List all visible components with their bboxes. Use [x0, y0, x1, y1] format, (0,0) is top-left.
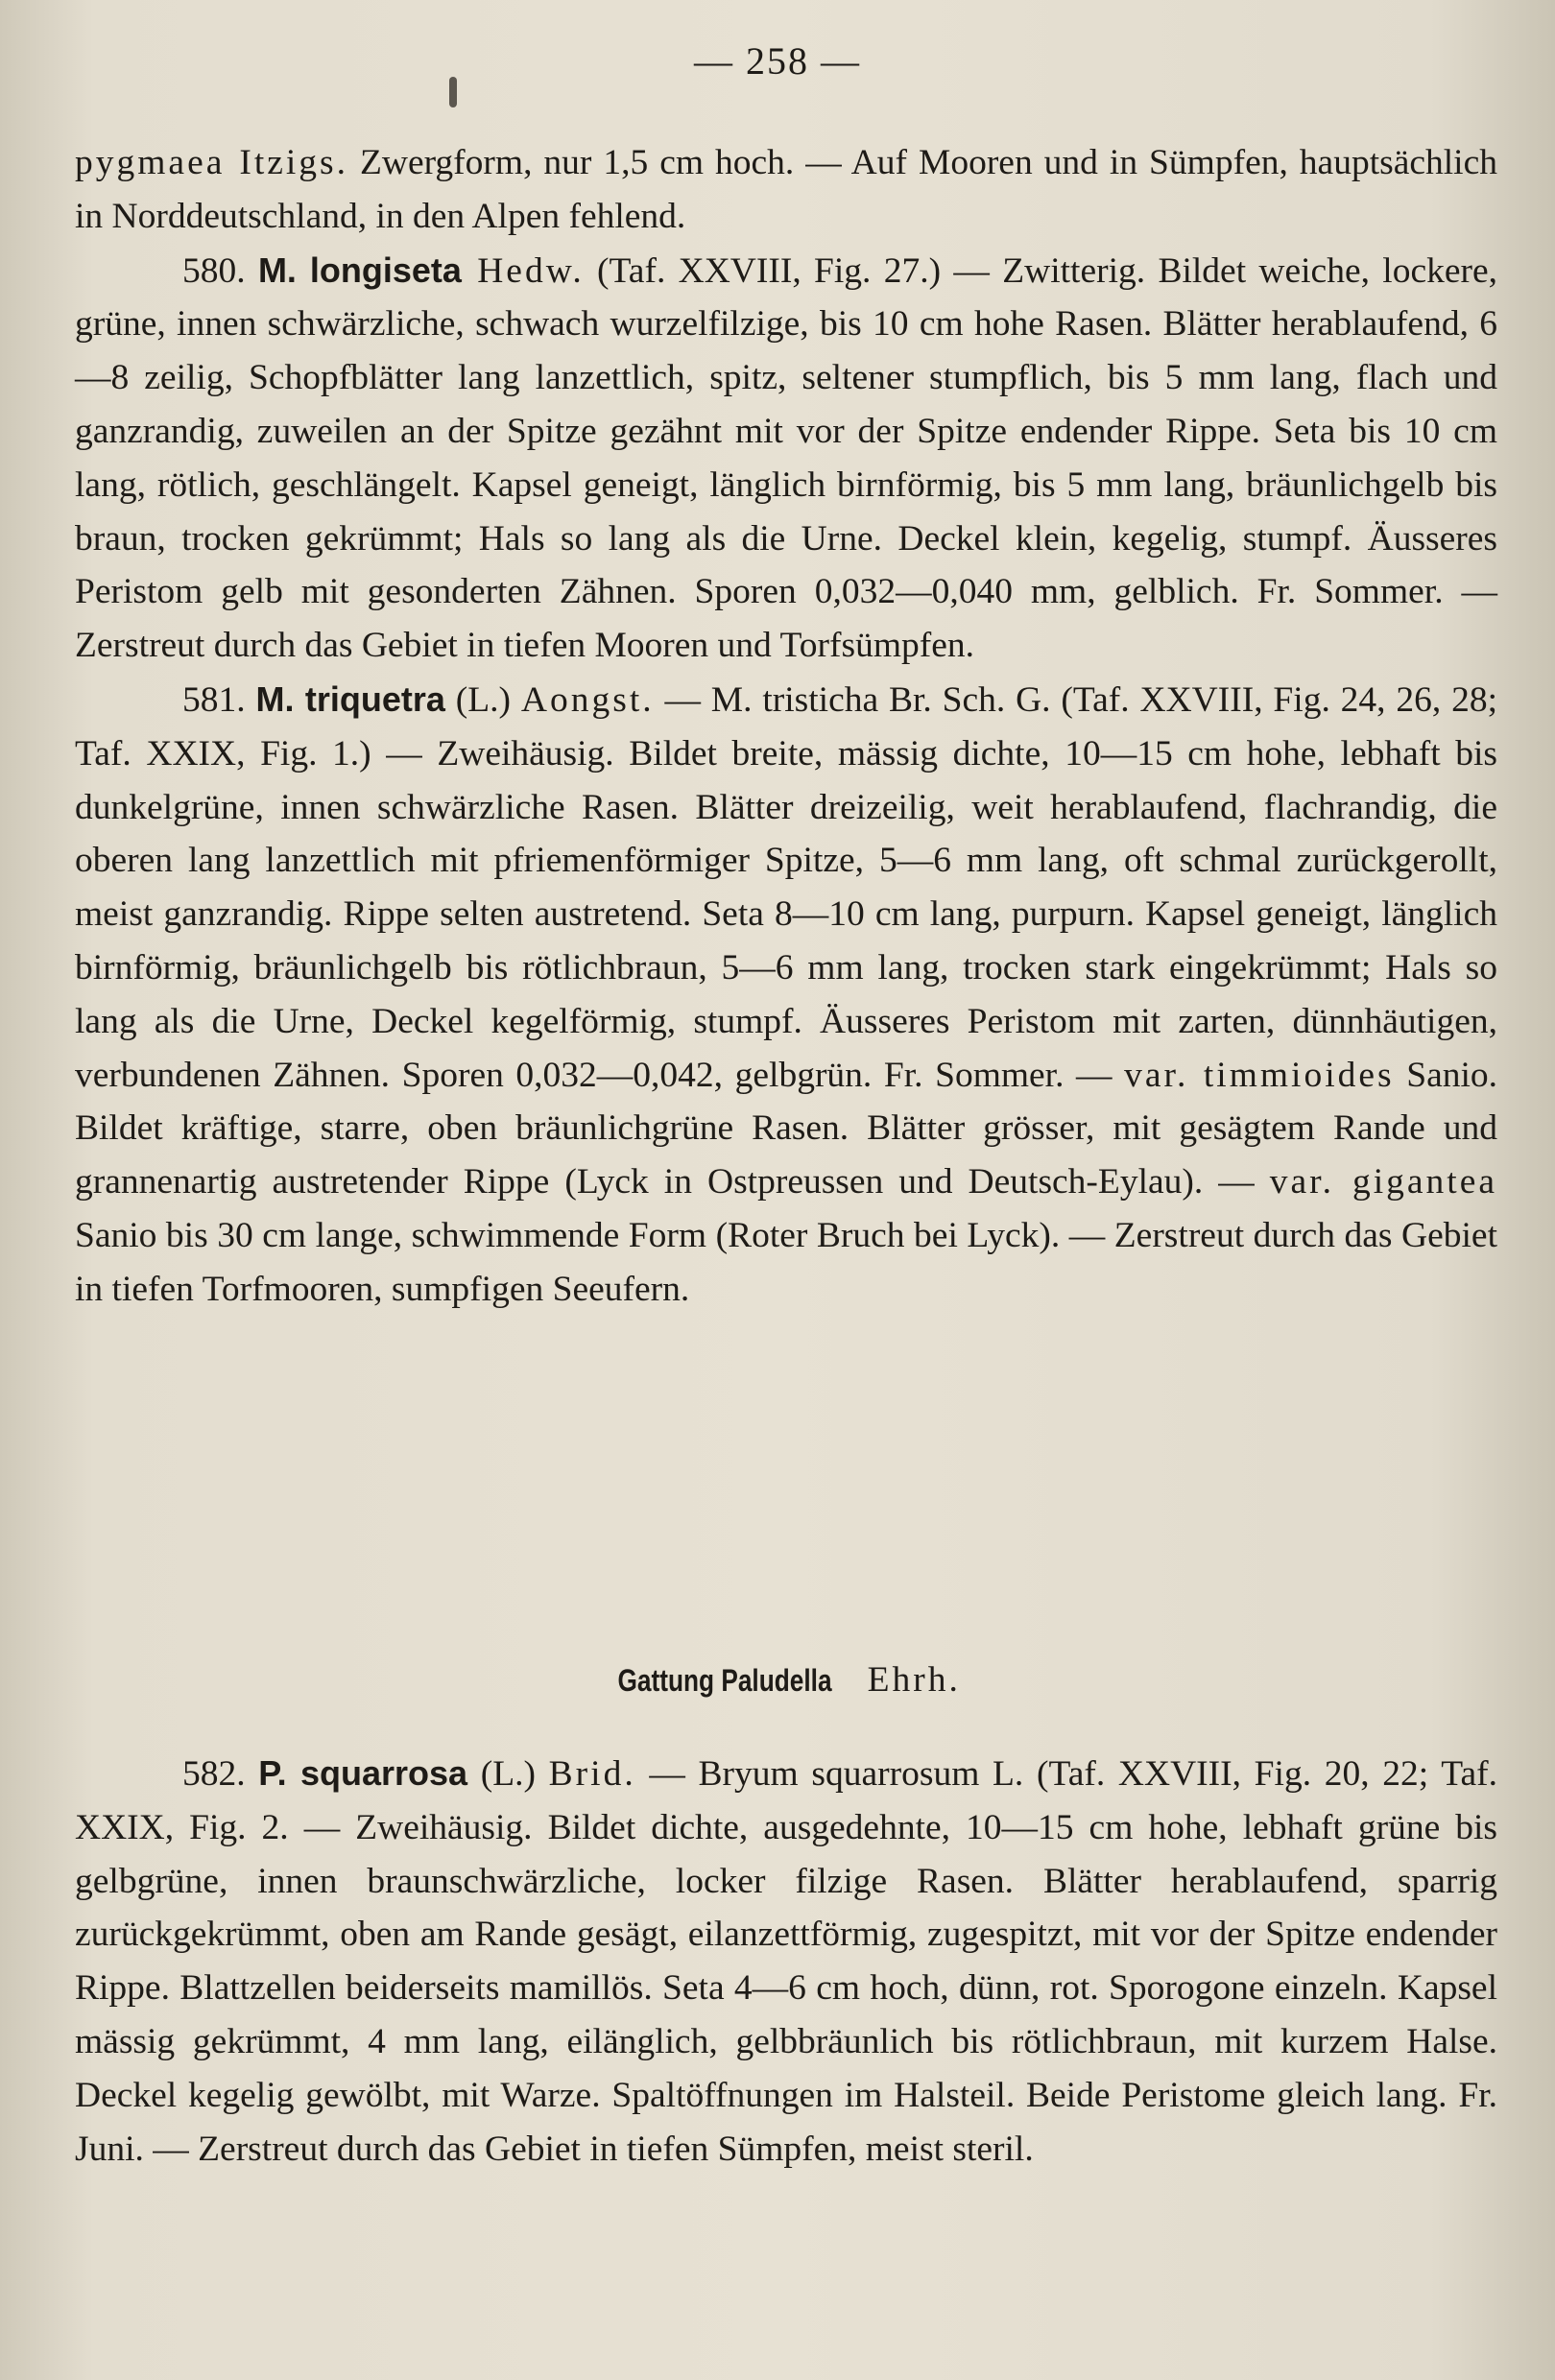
entry-582 — [75, 1747, 1497, 2176]
variety-name: var. gigantea — [1269, 1162, 1497, 1202]
page-number: — 258 — — [694, 39, 861, 83]
genus-heading — [0, 1659, 1555, 1701]
variety-name: pygmaea Itzigs. — [75, 143, 349, 182]
ink-speck — [449, 77, 457, 107]
entry-text: (Taf. XXVIII, Fig. 27.) — Zwitterig. Bildet weiche, lockere, grüne, innen schwärzliche, schwach wurzelfilzige, bis 10 cm hohe Rasen. Blätter herablaufend, 6—8 zeilig, Schopfblätter lang lanzettlich, spitz, seltener stumpflich, bis 5 mm lang, flach und ganzrandig, zuweilen an der Spitze gezähnt mit vor der Spitze endender Rippe. Seta bis 10 cm lang, rötlich, geschlängelt. Kapsel geneigt, länglich birnförmig, bis 5 mm lang, bräunlichgelb bis braun, trocken gekrümmt; Hals so lang als die Urne. Deckel klein, kegelig, stumpf. Äusseres Peristom gelb mit gesonderten Zähnen. Sporen 0,032—0,040 mm, gelblich. Fr. Sommer. — Zerstreut durch das Gebiet in tiefen Mooren und Torfsümpfen. — [75, 250, 1498, 666]
entry-text: Sanio. Bildet kräftige, starre, oben bräunlichgrüne Rasen. Blätter grösser, mit gesägtem Rande und grannenartig austretender Rippe (Lyck in Ostpreussen und Deutsch-Eylau). — — [75, 1055, 1498, 1202]
species-author-primary: (L.) — [467, 1754, 549, 1794]
text-block-lower — [75, 1747, 1497, 2176]
entry-number: 581. — [182, 679, 256, 720]
entry-text: — M. tristicha Br. Sch. G. (Taf. XXVIII, Fig. 24, 26, 28; Taf. XXIX, Fig. 1.) — Zweihäusig. Bildet breite, mässig dichte, 10—15 cm hohe, lebhaft bis dunkelgrüne, innen schwärzliche Rasen. Blätter dreizeilig, weit herablaufend, flachrandig, die oberen lang lanzettlich mit pfriemenförmiger Spitze, 5—6 mm lang, oft schmal zurückgerollt, meist ganzrandig. Rippe selten austretend. Seta 8—10 cm lang, purpurn. Kapsel geneigt, länglich birnförmig, bräunlichgelb bis rötlichbraun, 5—6 mm lang, trocken stark eingekrümmt; Hals so lang als die Urne, Deckel kegelförmig, stumpf. Äusseres Peristom mit zarten, dünnhäutigen, verbundenen Zähnen. Sporen 0,032—0,042, gelbgrün. Fr. Sommer. — — [75, 679, 1497, 1095]
entry-580 — [75, 244, 1497, 673]
species-name: M. triquetra — [255, 678, 445, 719]
paragraph-text: Zwergform, nur 1,5 cm hoch. — Auf Mooren und in Sümpfen, hauptsächlich in Norddeutschland, in den Alpen fehlend. — [75, 143, 1497, 236]
entry-581 — [75, 673, 1497, 1317]
variety-name: var. timmioides — [1124, 1055, 1395, 1095]
species-author-secondary: Aongst. — [520, 679, 655, 720]
genus-heading-author: Ehrh. — [855, 1660, 961, 1700]
species-name: P. squarrosa — [258, 1753, 468, 1793]
text-block-upper — [75, 136, 1497, 1317]
species-author-secondary: Brid. — [548, 1754, 636, 1794]
entry-number: 582. — [182, 1754, 259, 1794]
species-author-primary: (L.) — [444, 679, 521, 720]
species-author: Hedw. — [461, 250, 585, 291]
entry-text: — Bryum squarrosum L. (Taf. XXVIII, Fig. 20, 22; Taf. XXIX, Fig. 2. — Zweihäusig. Bildet dichte, ausgedehnte, 10—15 cm hohe, lebhaft grüne bis gelbgrüne, innen braunschwärzliche, locker filzige Rasen. Blätter herablaufend, sparrig zurückgekrümmt, oben am Rande gesägt, eilanzettförmig, zugespitzt, mit vor der Spitze endender Rippe. Blattzellen beiderseits mamillös. Seta 4—6 cm hoch, dünn, rot. Sporogone einzeln. Kapsel mässig gekrümmt, 4 mm lang, eilänglich, gelbbräunlich bis rötlichbraun, mit kurzem Halse. Deckel kegelig gewölbt, mit Warze. Spaltöffnungen im Halsteil. Beide Peristome gleich lang. Fr. Juni. — Zerstreut durch das Gebiet in tiefen Sümpfen, meist steril. — [75, 1754, 1498, 2169]
paragraph-pygmaea — [75, 136, 1497, 244]
entry-text: Sanio bis 30 cm lange, schwimmende Form (Roter Bruch bei Lyck). — Zerstreut durch das Gebiet in tiefen Torfmooren, sumpfigen Seeufern. — [75, 1215, 1497, 1309]
species-name: M. longiseta — [257, 250, 462, 290]
genus-heading-name: Gattung Paludella — [617, 1663, 832, 1698]
entry-number: 580. — [182, 250, 258, 291]
